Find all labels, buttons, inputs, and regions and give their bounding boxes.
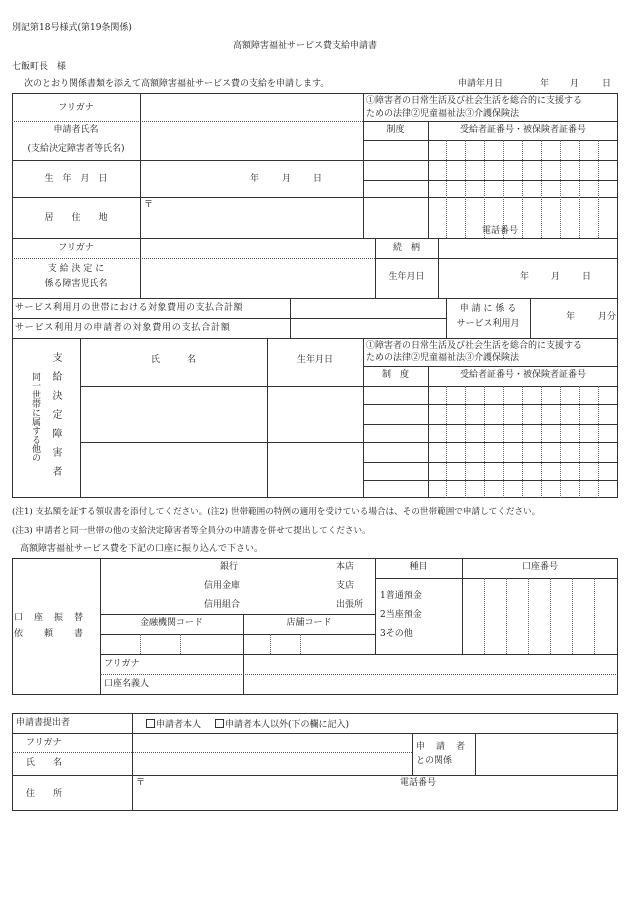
submitter-furigana-label: フリガナ <box>26 738 62 748</box>
bank-type-bank: 銀行 <box>220 562 239 572</box>
account-number-header: 口座番号 <box>521 562 558 572</box>
household-dob-header: 生年月日 <box>296 355 333 365</box>
account-type-header: 種目 <box>409 562 428 572</box>
bank-type-credit-bank: 信用金庫 <box>204 581 241 591</box>
applicant-dob-day: 日 <box>313 174 323 184</box>
submitter-option-other[interactable] <box>215 719 349 730</box>
child-name-label-line1: 支 給 決 定 に <box>47 264 105 274</box>
household-name-header: 氏 名 <box>150 355 196 365</box>
cert-label-bottom: 受給者証番号・被保険者証番号 <box>459 370 586 380</box>
application-year: 年 <box>540 79 550 89</box>
account-type-3: 3その他 <box>380 629 413 639</box>
service-month-month: 月分 <box>598 312 617 322</box>
checkbox-self[interactable] <box>146 719 155 728</box>
submitter-option-self[interactable] <box>146 719 201 730</box>
applicant-name-note: (支給決定障害者等氏名) <box>27 144 125 154</box>
bank-label-line2: 依 頼 書 <box>14 629 85 639</box>
submitter-option-self-text: 申請者本人 <box>156 720 202 730</box>
intro-text: 次のとおり関係書類を添えて高額障害福祉サービス費の支給を申請します。 <box>24 79 330 89</box>
branch-type-head: 本店 <box>336 562 355 572</box>
application-date-label: 申請年月日 <box>458 79 504 89</box>
law-note-line1-bottom: ①障害者の日常生活及び社会生活を総合的に支援する <box>366 341 583 351</box>
applicant-dob-label: 生 年 月 日 <box>44 174 108 184</box>
submitter-label: 申請書提出者 <box>16 718 71 728</box>
account-furigana-label: フリガナ <box>104 659 140 669</box>
account-type-2: 2当座預金 <box>380 610 422 620</box>
account-type-1: 1普通預金 <box>380 591 422 601</box>
bank-type-credit-union: 信用組合 <box>204 600 241 610</box>
child-name-label-line2: 係る障害児氏名 <box>44 279 108 289</box>
note-3: (注3) 申請者と同一世帯の他の支給決定障害者等全員分の申請書を併せて提出してください。 <box>12 526 371 536</box>
branch-type-branch: 支店 <box>336 581 355 591</box>
institution-code-label: 金融機関コード <box>139 618 203 628</box>
child-relation-label: 続 柄 <box>392 243 420 253</box>
note-1-2: (注1) 支払額を証する領収書を添付してください。(注2) 世帯範囲の特例の適用を受けている場合は、その世帯範囲で申請してください。 <box>12 507 541 517</box>
child-dob-day: 日 <box>582 272 592 282</box>
form-id: 別記第18号様式(第19条関係) <box>12 23 132 33</box>
system-label-top: 制度 <box>386 125 405 135</box>
system-label-bottom: 制 度 <box>381 370 409 380</box>
addressee: 七飯町長 様 <box>12 62 67 72</box>
child-dob-year: 年 <box>520 272 530 282</box>
cert-label-top: 受給者証番号・被保険者証番号 <box>459 125 586 135</box>
applicant-dob-year: 年 <box>250 174 260 184</box>
child-furigana-label: フリガナ <box>58 243 94 253</box>
application-month: 月 <box>570 79 580 89</box>
submitter-address-label: 住 所 <box>26 789 63 799</box>
branch-code-label: 店舗コード <box>286 618 332 628</box>
law-note-line1-top: ①障害者の日常生活及び社会生活を総合的に支援する <box>366 96 583 106</box>
applicant-dob-month: 月 <box>282 174 292 184</box>
checkbox-other[interactable] <box>215 719 224 728</box>
applicant-total-label: サービス利用月の申請者の対象費用の支払合計額 <box>15 323 231 333</box>
account-holder-label: 口座名義人 <box>104 679 150 689</box>
household-side-label-a: 支給決定障害者 <box>50 352 61 485</box>
submitter-postal-mark: 〒 <box>136 778 146 788</box>
service-month-label-line1: 申 請 に 係 る <box>459 304 517 314</box>
child-dob-label: 生年月日 <box>388 272 425 282</box>
transfer-intro: 高額障害福祉サービス費を下記の口座に振り込んで下さい。 <box>20 544 264 554</box>
applicant-phone-label: 電話番号 <box>482 226 519 236</box>
service-month-label-line2: サービス利用月 <box>456 319 520 329</box>
applicant-furigana-label: フリガナ <box>58 103 94 113</box>
page-title: 高額障害福祉サービス費支給申請書 <box>233 41 378 51</box>
application-day: 日 <box>602 79 612 89</box>
relation-label-line2: との関係 <box>416 756 453 766</box>
law-note-line2-bottom: ための法律②児童福祉法③介護保険法 <box>366 353 520 363</box>
bank-label-line1: 口 座 振 替 <box>14 613 85 623</box>
household-side-label-b: 同一世帯に属する他の <box>30 372 40 462</box>
applicant-name-label: 申請者氏名 <box>53 125 99 135</box>
relation-label-line1: 申 請 者 <box>416 742 467 752</box>
household-total-label: サービス利用月の世帯における対象費用の支払合計額 <box>15 303 244 313</box>
submitter-phone-label: 電話番号 <box>400 778 437 788</box>
submitter-name-label: 氏 名 <box>26 758 63 768</box>
applicant-address-label: 居 住 地 <box>44 213 108 223</box>
applicant-postal-mark: 〒 <box>144 200 154 210</box>
branch-type-sub: 出張所 <box>336 600 364 610</box>
child-dob-month: 月 <box>551 272 561 282</box>
submitter-option-other-text: 申請者本人以外(下の欄に記入) <box>225 720 350 730</box>
service-month-year: 年 <box>566 312 576 322</box>
law-note-line2-top: ための法律②児童福祉法③介護保険法 <box>366 109 520 119</box>
